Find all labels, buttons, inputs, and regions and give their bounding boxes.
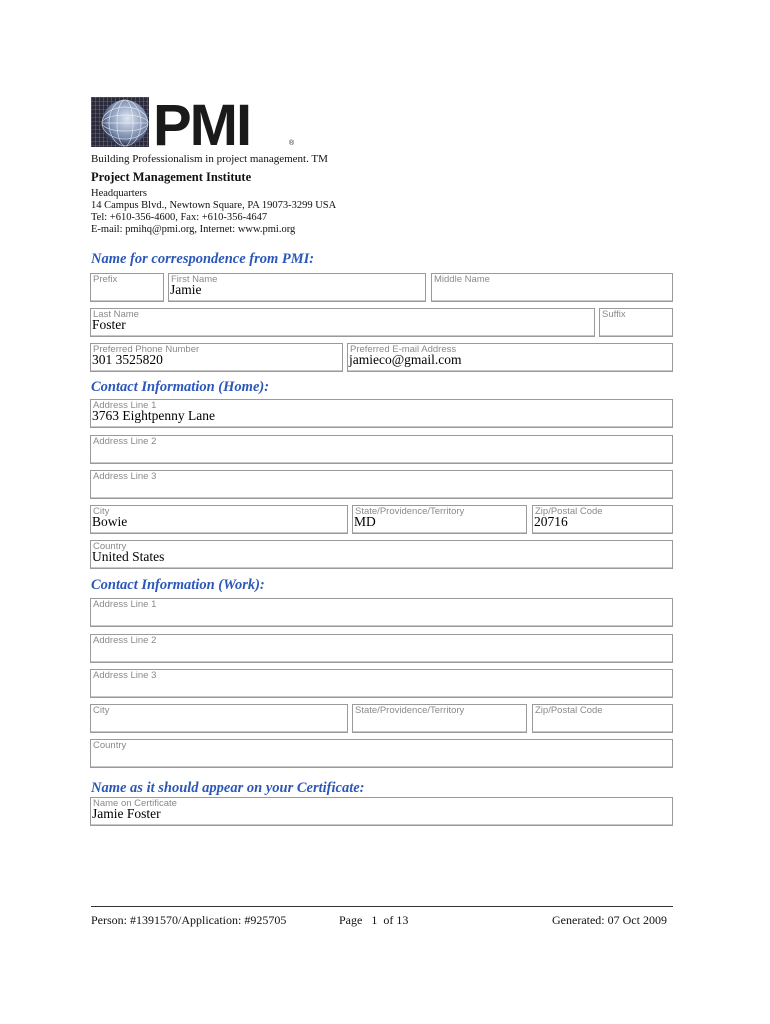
footer-page-total: of 13: [383, 913, 409, 927]
home-state-field[interactable]: [352, 505, 527, 534]
section-title-work: Contact Information (Work):: [91, 577, 265, 593]
field-label: City: [93, 506, 110, 517]
field-label: Address Line 2: [93, 635, 157, 646]
field-value: MD: [354, 514, 376, 529]
field-label: Last Name: [93, 309, 139, 320]
last-name-field[interactable]: [90, 308, 595, 337]
field-value: Jamie Foster: [92, 806, 161, 821]
footer-generated-date: Generated: 07 Oct 2009: [552, 913, 667, 927]
address-line: Tel: +610-356-4600, Fax: +610-356-4647: [91, 212, 268, 223]
email-field[interactable]: [347, 343, 673, 372]
home-zip-field[interactable]: [532, 505, 673, 534]
field-label: Address Line 2: [93, 436, 157, 447]
field-label: Suffix: [602, 309, 626, 320]
first-name-field[interactable]: [168, 273, 426, 302]
certificate-name-field[interactable]: [90, 797, 673, 826]
home-country-field[interactable]: [90, 540, 673, 569]
pmi-logo-icon: [91, 97, 301, 149]
field-label: State/Providence/Territory: [355, 705, 465, 716]
field-value: Jamie: [170, 282, 202, 297]
field-label: Preferred Phone Number: [93, 344, 200, 355]
field-label: Address Line 1: [93, 400, 157, 411]
work-address3-field[interactable]: [90, 669, 673, 698]
field-label: City: [93, 705, 110, 716]
field-value: 20716: [534, 514, 568, 529]
work-zip-field[interactable]: [532, 704, 673, 733]
work-city-field[interactable]: [90, 704, 348, 733]
field-label: Prefix: [93, 274, 118, 285]
field-label: State/Providence/Territory: [355, 506, 465, 517]
org-name: Project Management Institute: [91, 170, 252, 184]
svg-text:PMI: PMI: [153, 97, 251, 149]
work-state-field[interactable]: [352, 704, 527, 733]
footer-person-application: Person: #1391570/Application: #925705: [91, 913, 287, 927]
address-line: Headquarters: [91, 188, 147, 199]
tagline: Building Professionalism in project management. TM: [91, 153, 328, 165]
address-line: E-mail: pmihq@pmi.org, Internet: www.pmi.org: [91, 224, 296, 235]
field-value: 3763 Eightpenny Lane: [92, 408, 215, 423]
home-address3-field[interactable]: [90, 470, 673, 499]
svg-text:®: ®: [289, 140, 295, 147]
footer-page-indicator: [339, 913, 408, 928]
phone-field[interactable]: [90, 343, 343, 372]
address-line: 14 Campus Blvd., Newtown Square, PA 19073-3299 USA: [91, 200, 337, 211]
section-title-home: Contact Information (Home):: [91, 379, 270, 395]
home-city-field[interactable]: [90, 505, 348, 534]
field-label: First Name: [171, 274, 218, 285]
work-address1-field[interactable]: [90, 598, 673, 627]
field-label: Middle Name: [434, 274, 490, 285]
field-label: Address Line 1: [93, 599, 157, 610]
field-value: United States: [92, 549, 165, 564]
field-label: Preferred E-mail Address: [350, 344, 457, 355]
field-label: Country: [93, 740, 127, 751]
field-label: Country: [93, 541, 127, 552]
prefix-field[interactable]: [90, 273, 164, 302]
field-label: Name on Certificate: [93, 798, 177, 809]
field-value: jamieco@gmail.com: [349, 352, 462, 367]
field-label: Zip/Postal Code: [535, 506, 603, 517]
footer-page-label: Page: [339, 913, 363, 927]
home-address1-field[interactable]: [90, 399, 673, 428]
suffix-field[interactable]: [599, 308, 673, 337]
field-label: Address Line 3: [93, 471, 157, 482]
pmi-logo: [91, 97, 301, 149]
field-value: 301 3525820: [92, 352, 163, 367]
section-title-correspondence: Name for correspondence from PMI:: [91, 251, 315, 267]
middle-name-field[interactable]: [431, 273, 673, 302]
home-address2-field[interactable]: [90, 435, 673, 464]
footer-page-number: 1: [371, 913, 378, 927]
work-address2-field[interactable]: [90, 634, 673, 663]
footer-divider: [91, 906, 673, 907]
field-label: Address Line 3: [93, 670, 157, 681]
field-value: Bowie: [92, 514, 128, 529]
section-title-certificate: Name as it should appear on your Certificate:: [91, 780, 365, 796]
work-country-field[interactable]: [90, 739, 673, 768]
field-value: Foster: [92, 317, 126, 332]
field-label: Zip/Postal Code: [535, 705, 603, 716]
